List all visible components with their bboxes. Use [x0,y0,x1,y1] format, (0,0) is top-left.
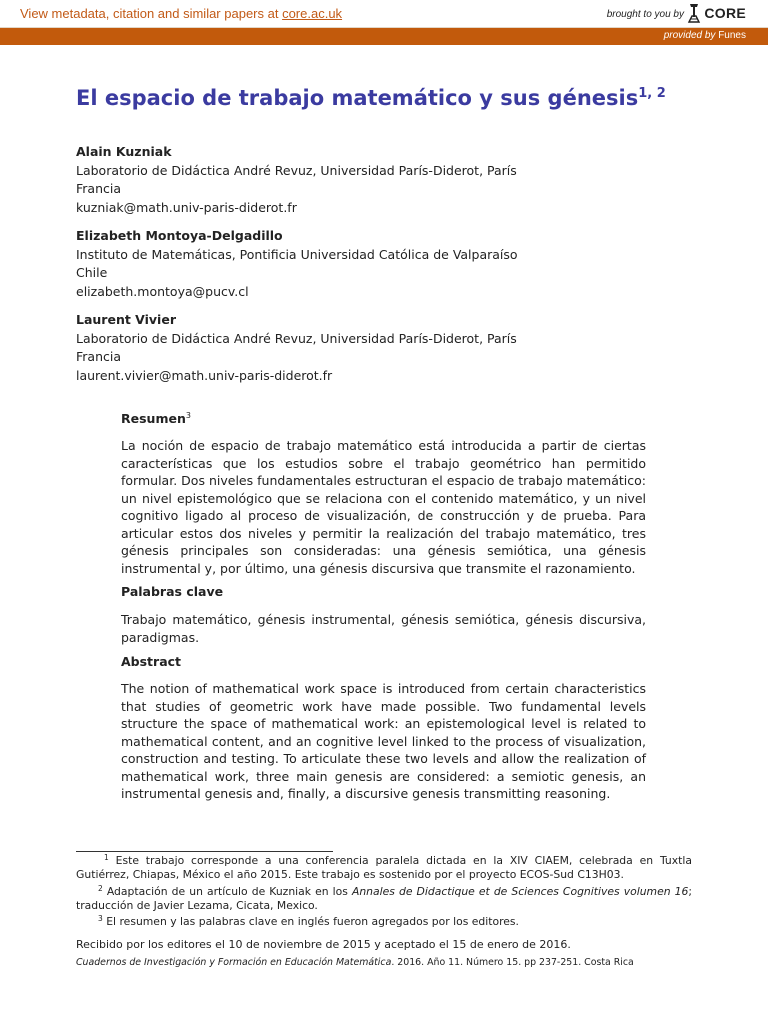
author-affiliation: Instituto de Matemáticas, Pontificia Universidad Católica de Valparaíso [76,246,518,262]
provider-bar [0,28,768,45]
author-country: Francia [76,349,122,364]
keywords-heading: Palabras clave [121,584,224,599]
author-block [76,311,517,385]
author-name: Elizabeth Montoya-Delgadillo [76,228,283,243]
metadata-notice [20,6,342,21]
author-country: Chile [76,265,108,280]
footnote-text: Adaptación de un artículo de Kuzniak en los [106,885,352,898]
author-email[interactable]: kuzniak@math.univ-paris-diderot.fr [76,199,297,215]
footnote-text: Este trabajo corresponde a una conferencia paralela dictada en la XIV CIAEM, celebrada en Tuxtla Gutiérrez, Chiapas, México el año 2015. Este trabajo es sostenido por el proyecto ECOS-Sud C13H03. [76,854,692,881]
journal-name: Cuadernos de Investigación y Formación en Educación Matemática [76,957,392,968]
author-email[interactable]: elizabeth.montoya@pucv.cl [76,283,249,299]
author-name: Alain Kuzniak [76,144,172,159]
resumen-footnote-mark: 3 [185,411,191,420]
brought-to-you-text: brought to you by [606,9,684,20]
footnote-number: 3 [98,914,103,923]
footnote [76,912,692,929]
core-link[interactable]: core.ac.uk [282,6,343,21]
keywords-text: Trabajo matemático, génesis instrumental, génesis semiótica, génesis discursiva, paradigmas. [121,612,646,645]
author-block [76,227,518,301]
author-country: Francia [76,181,122,196]
journal-details: . 2016. Año 11. Número 15. pp 237-251. Costa Rica [391,957,634,968]
paper-title-text: El espacio de trabajo matemático y sus génesis [76,86,639,110]
footnote [76,882,692,913]
footnote-number: 1 [104,853,109,862]
author-name: Laurent Vivier [76,312,176,327]
author-affiliation: Laboratorio de Didáctica André Revuz, Universidad París-Diderot, París [76,330,517,346]
footnote-text-end: ; traducción de Javier Lezama, Cicata, Mexico. [76,885,692,912]
core-logo-icon [687,3,701,23]
resumen-text: La noción de espacio de trabajo matemático está introducida a partir de ciertas características que los estudios sobre el trabajo geométrico han permitido formular. Dos niveles fundamentales estructuran el espacio de trabajo matemático: un nivel epistemológico que se relaciona con el contenido matemático, y un nivel cognitivo ligado al proceso de visualización, de construcción y de prueba. Para articular estos dos niveles y permitir la realización del trabajo matemático, tres génesis principales son consideradas: una génesis semiótica, una génesis instrumental y, por último, una génesis discursiva que transmite el razonamiento. [121,438,646,576]
author-email[interactable]: laurent.vivier@math.univ-paris-diderot.fr [76,367,333,383]
abstract-heading: Abstract [121,654,182,669]
footnote-number: 2 [98,884,103,893]
footnote-journal-title: Annales de Didactique et de Sciences Cognitives volumen 16 [351,885,689,898]
provided-by [664,30,746,41]
core-banner [0,0,768,28]
metadata-text: View metadata, citation and similar papers at [20,6,283,21]
footnote-text: El resumen y las palabras clave en inglés fueron agregados por los editores. [106,915,519,928]
abstract-text: The notion of mathematical work space is introduced from certain characteristics that studies of geometric work have made possible. Two fundamental levels structure the space of mathematical work: an epistemological level is related to mathematical content, and an cognitive level linked to the process of visualization, construction and testing. To articulate these two levels and allow the realization of mathematical work, three main genesis are considered: a semiotic genesis, an instrumental genesis and, finally, a discursive genesis transmitting reasoning. [121,681,646,801]
footnote [76,851,692,882]
provided-by-label: provided by [663,30,716,41]
provider-name[interactable]: Funes [718,30,746,41]
resumen-heading-text: Resumen [121,411,186,426]
author-block [76,143,517,217]
journal-citation [76,957,634,968]
title-footnote-marks: 1, 2 [638,86,666,101]
core-logo-text: CORE [704,5,746,21]
core-logo[interactable] [687,3,746,23]
paper-title [76,86,666,110]
received-line: Recibido por los editores el 10 de noviembre de 2015 y aceptado el 15 de enero de 2016. [76,938,571,951]
resumen-heading [121,411,646,426]
author-affiliation: Laboratorio de Didáctica André Revuz, Universidad París-Diderot, París [76,162,517,178]
